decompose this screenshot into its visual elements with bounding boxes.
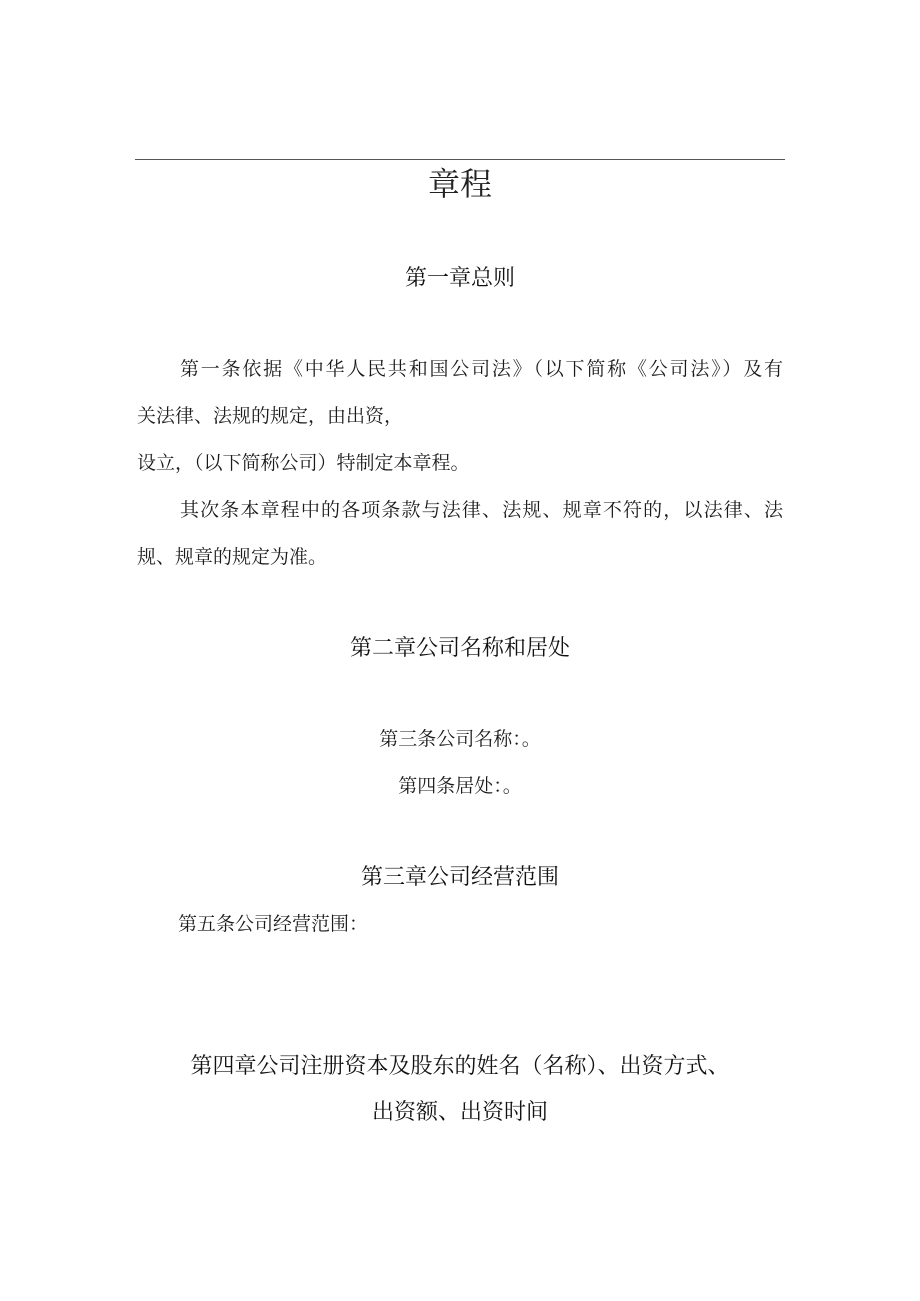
article-2-line-1: 其次条本章程中的各项条款与法律、法规、规章不符的，以法律、法	[180, 499, 783, 521]
chapter-1-heading: 第一章总则	[404, 266, 515, 291]
article-2-line-2: 规、规章的规定为准。	[137, 546, 328, 568]
chapter-4-heading-line-1: 第四章公司注册资本及股东的姓名（名称）、出资方式、	[190, 1054, 730, 1079]
document-title: 章程	[427, 165, 492, 203]
article-5-business-scope: 第五条公司经营范围：	[178, 913, 369, 935]
article-1-line-3: 设立，（以下简称公司）特制定本章程。	[137, 452, 470, 474]
article-4-domicile: 第四条居处：。	[398, 775, 522, 797]
article-1-line-1: 第一条依据《中华人民共和国公司法》（以下简称《公司法》）及有	[180, 358, 783, 380]
chapter-4-heading-line-2: 出资额、出资时间	[371, 1100, 548, 1125]
chapter-2-heading: 第二章公司名称和居处	[349, 636, 570, 661]
article-3-company-name: 第三条公司名称：。	[379, 728, 541, 750]
chapter-3-heading: 第三章公司经营范围	[360, 865, 559, 890]
article-1-line-2: 关法律、法规的规定，由出资，	[137, 405, 404, 427]
